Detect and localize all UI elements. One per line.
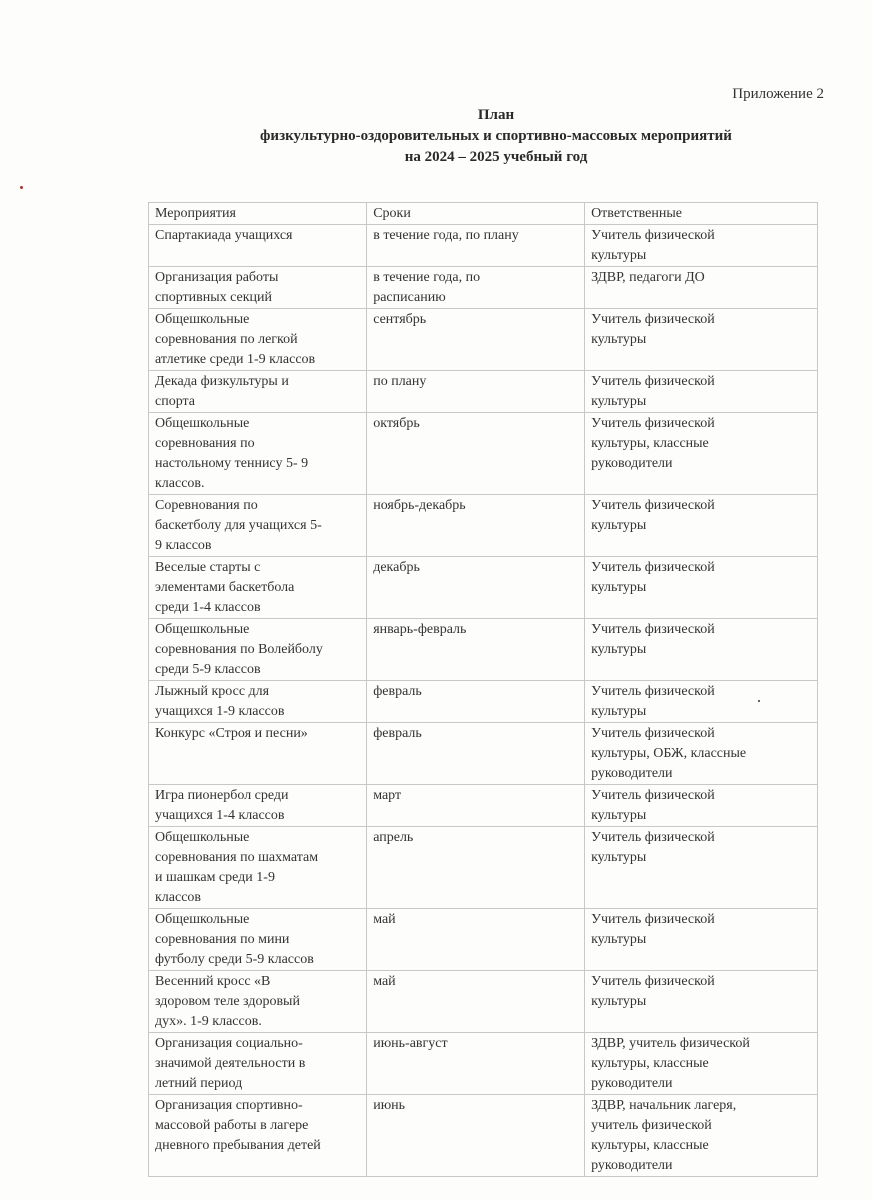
table-row (149, 971, 818, 1033)
time-cell: октябрь (367, 413, 585, 495)
table-row (149, 495, 818, 557)
event-cell: Игра пионербол среди учащихся 1-4 классов (149, 785, 367, 827)
table-row (149, 557, 818, 619)
responsible-cell: ЗДВР, начальник лагеря, учитель физической культуры, классные руководители (585, 1095, 818, 1177)
event-cell: Весенний кросс «В здоровом теле здоровый дух». 1-9 классов. (149, 971, 367, 1033)
time-cell: июнь (367, 1095, 585, 1177)
event-cell: Веселые старты с элементами баскетбола среди 1-4 классов (149, 557, 367, 619)
time-cell: декабрь (367, 557, 585, 619)
column-header: Сроки (367, 203, 585, 225)
responsible-cell: ЗДВР, учитель физической культуры, классные руководители (585, 1033, 818, 1095)
title-line-2: физкультурно-оздоровительных и спортивно-массовых мероприятий (260, 128, 732, 144)
table-row (149, 1033, 818, 1095)
scan-speck (20, 186, 23, 189)
time-cell: март (367, 785, 585, 827)
table-row (149, 909, 818, 971)
responsible-cell: Учитель физической культуры (585, 971, 818, 1033)
event-cell: Конкурс «Строя и песни» (149, 723, 367, 785)
time-cell: май (367, 909, 585, 971)
table-row (149, 413, 818, 495)
time-cell: в течение года, по плану (367, 225, 585, 267)
table-row (149, 267, 818, 309)
event-cell: Организация спортивно- массовой работы в лагере дневного пребывания детей (149, 1095, 367, 1177)
table-row (149, 371, 818, 413)
time-cell: февраль (367, 723, 585, 785)
responsible-cell: Учитель физической культуры (585, 785, 818, 827)
table-row (149, 681, 818, 723)
table-row (149, 309, 818, 371)
event-cell: Организация социально- значимой деятельности в летний период (149, 1033, 367, 1095)
title-line-1: План (477, 107, 515, 123)
event-cell: Декада физкультуры и спорта (149, 371, 367, 413)
responsible-cell: Учитель физической культуры (585, 495, 818, 557)
document-title (0, 105, 872, 168)
table-row (149, 225, 818, 267)
column-header: Мероприятия (149, 203, 367, 225)
time-cell: январь-февраль (367, 619, 585, 681)
time-cell: ноябрь-декабрь (367, 495, 585, 557)
responsible-cell: Учитель физической культуры (585, 371, 818, 413)
table-row (149, 827, 818, 909)
appendix-label: Приложение 2 (732, 86, 824, 102)
events-table (148, 202, 818, 1177)
table-row (149, 619, 818, 681)
table-row (149, 785, 818, 827)
responsible-cell: Учитель физической культуры (585, 557, 818, 619)
event-cell: Общешкольные соревнования по шахматам и шашкам среди 1-9 классов (149, 827, 367, 909)
time-cell: май (367, 971, 585, 1033)
event-cell: Общешкольные соревнования по Волейболу среди 5-9 классов (149, 619, 367, 681)
responsible-cell: ЗДВР, педагоги ДО (585, 267, 818, 309)
time-cell: в течение года, по расписанию (367, 267, 585, 309)
event-cell: Соревнования по баскетболу для учащихся 5- 9 классов (149, 495, 367, 557)
event-cell: Общешкольные соревнования по легкой атлетике среди 1-9 классов (149, 309, 367, 371)
event-cell: Спартакиада учащихся (149, 225, 367, 267)
time-cell: февраль (367, 681, 585, 723)
responsible-cell: Учитель физической культуры (585, 619, 818, 681)
time-cell: июнь-август (367, 1033, 585, 1095)
table-header-row (149, 203, 818, 225)
responsible-cell: Учитель физической культуры (585, 681, 818, 723)
table-row (149, 1095, 818, 1177)
column-header: Ответственные (585, 203, 818, 225)
event-cell: Общешкольные соревнования по мини футболу среди 5-9 классов (149, 909, 367, 971)
time-cell: сентябрь (367, 309, 585, 371)
responsible-cell: Учитель физической культуры (585, 909, 818, 971)
responsible-cell: Учитель физической культуры (585, 225, 818, 267)
responsible-cell: Учитель физической культуры (585, 827, 818, 909)
event-cell: Общешкольные соревнования по настольному теннису 5- 9 классов. (149, 413, 367, 495)
responsible-cell: Учитель физической культуры, классные руководители (585, 413, 818, 495)
time-cell: апрель (367, 827, 585, 909)
event-cell: Организация работы спортивных секций (149, 267, 367, 309)
time-cell: по плану (367, 371, 585, 413)
responsible-cell: Учитель физической культуры (585, 309, 818, 371)
event-cell: Лыжный кросс для учащихся 1-9 классов (149, 681, 367, 723)
responsible-cell: Учитель физической культуры, ОБЖ, классные руководители (585, 723, 818, 785)
title-line-3: на 2024 – 2025 учебный год (404, 149, 588, 165)
table-row (149, 723, 818, 785)
